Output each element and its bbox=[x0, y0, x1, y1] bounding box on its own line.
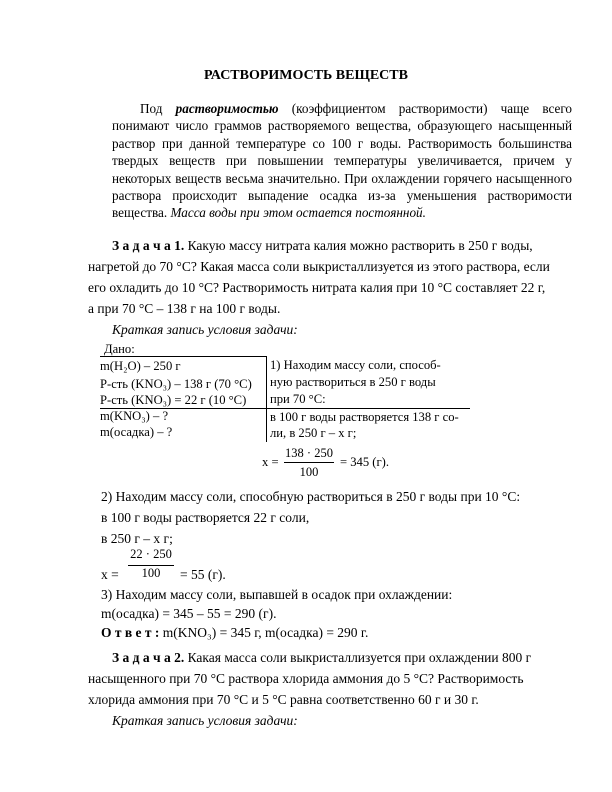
solution1-line: в 100 г воды растворяется 138 г со- bbox=[270, 410, 459, 424]
intro-body: (коэффициентом растворимости) чаще всего понимают число граммов растворяемого вещества, образующего насыщенный раствор при данной температуре со 100 г воды. Растворимость большинства твердых веществ при повышении температуры увеличивается, причем у некоторых веществ весьма значительно. При охлаждении горячего насыщенного раствора происходит выпадение осадка из-за уменьшения растворимости вещества. bbox=[112, 101, 573, 221]
step3-line1: 3) Находим массу соли, выпавшей в осадок при охлаждении: bbox=[101, 587, 453, 602]
given-separator bbox=[100, 408, 470, 409]
short-record-heading: Краткая запись условия задачи: bbox=[112, 322, 298, 337]
intro-emphasis: Масса воды при этом остается постоянной. bbox=[170, 205, 426, 221]
formula1-x-label: х = bbox=[262, 455, 279, 469]
page-title: РАСТВОРИМОСТЬ ВЕЩЕСТВ bbox=[204, 68, 408, 83]
formula1-numerator: 138 · 250 bbox=[285, 446, 333, 460]
solution1-line: 1) Находим массу соли, способ- bbox=[270, 358, 441, 372]
step2-line2: в 100 г воды растворяется 22 г соли, bbox=[101, 510, 310, 525]
answer-text: m(KNO₃) = 345 г, m(осадка) = 290 г. bbox=[162, 625, 369, 640]
intro-term: растворимостью bbox=[175, 101, 279, 116]
given-row: Р-сть (KNO₃) – 138 г (70 °С) bbox=[100, 377, 252, 391]
given-header-line bbox=[100, 356, 266, 357]
task1-line2: нагретой до 70 °С? Какая масса соли выкристаллизуется из этого раствора, если bbox=[88, 259, 550, 274]
given-header: Дано: bbox=[104, 342, 135, 356]
step2-line1: 2) Находим массу соли, способную раствориться в 250 г воды при 10 °С: bbox=[101, 489, 521, 504]
formula2-x-label: х = bbox=[101, 567, 119, 582]
solution1-line: ную раствориться в 250 г воды bbox=[270, 375, 436, 389]
task2-line2: насыщенного при 70 °С раствора хлорида аммония до 5 °С? Растворимость bbox=[88, 671, 524, 686]
formula1-result: = 345 (г). bbox=[340, 455, 389, 469]
step3-line2: m(осадка) = 345 – 55 = 290 (г). bbox=[101, 606, 277, 621]
given-divider bbox=[266, 356, 267, 442]
formula2-denominator: 100 bbox=[141, 566, 161, 580]
task2-label: З а д а ч а 2. bbox=[112, 650, 185, 665]
formula1-fraction-bar bbox=[284, 462, 334, 463]
given-row: Р-сть (KNO₃) = 22 г (10 °С) bbox=[100, 393, 247, 407]
formula2-numerator: 22 · 250 bbox=[130, 547, 172, 561]
task1-text1: Какую массу нитрата калия можно растворить в 250 г воды, bbox=[187, 238, 533, 253]
formula1-denominator: 100 bbox=[299, 465, 319, 479]
given-row: m(KNO₃) – ? bbox=[100, 409, 169, 423]
step2-line3: в 250 г – х г; bbox=[101, 531, 173, 546]
task1-label: З а д а ч а 1. bbox=[112, 238, 185, 253]
task2-line1 bbox=[112, 650, 531, 666]
task1-line1 bbox=[112, 238, 533, 254]
task1-line3: его охладить до 10 °С? Растворимость нитрата калия при 10 °С составляет 22 г, bbox=[88, 280, 546, 295]
formula2-result: = 55 (г). bbox=[180, 567, 226, 582]
given-row: m(осадка) – ? bbox=[100, 425, 173, 439]
task2-text1: Какая масса соли выкристаллизуется при охлаждении 800 г bbox=[187, 650, 532, 665]
task2-line3: хлорида аммония при 70 °С и 5 °С равна соответственно 60 г и 30 г. bbox=[88, 692, 479, 707]
solution1-line: при 70 °С: bbox=[270, 392, 326, 406]
answer-label: О т в е т : bbox=[101, 625, 160, 640]
intro-lead: Под bbox=[140, 101, 163, 116]
task1-line4: а при 70 °С – 138 г на 100 г воды. bbox=[88, 301, 281, 316]
given-row: m(H₂O) – 250 г bbox=[100, 359, 181, 373]
solution1-line: ли, в 250 г – х г; bbox=[270, 426, 357, 440]
short-record-heading-2: Краткая запись условия задачи: bbox=[112, 713, 298, 728]
intro-paragraph bbox=[112, 100, 572, 222]
answer1 bbox=[101, 625, 368, 641]
